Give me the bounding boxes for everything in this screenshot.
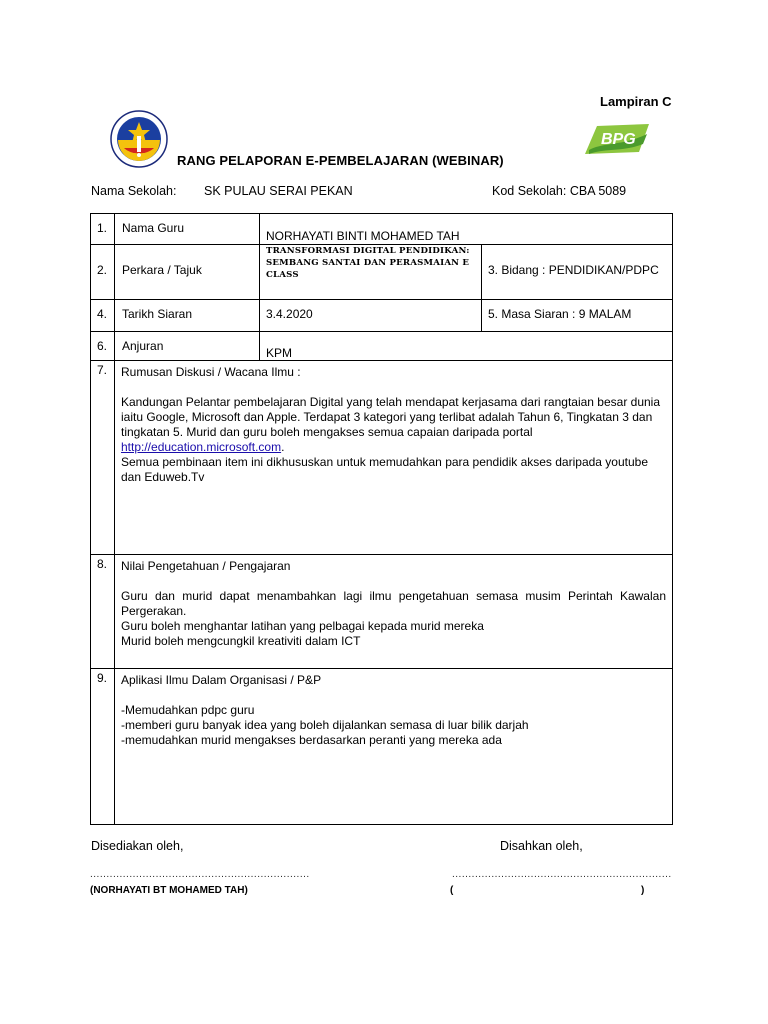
ministry-logo-icon bbox=[110, 110, 168, 168]
signature-line-right: ................................................................... bbox=[452, 869, 672, 880]
row-topic bbox=[91, 245, 673, 300]
bpg-logo-icon bbox=[583, 120, 653, 158]
row-teacher-name bbox=[91, 214, 673, 245]
topic-line: SEMBANG SANTAI DAN PERASMAIAN E bbox=[266, 258, 470, 268]
paragraph: -Memudahkan pdpc guru bbox=[121, 703, 255, 717]
row-number: 8. bbox=[91, 555, 115, 669]
paragraph bbox=[121, 395, 666, 455]
section-heading: Aplikasi Ilmu Dalam Organisasi / P&P bbox=[121, 673, 322, 687]
row-knowledge-value bbox=[91, 555, 673, 669]
school-name-value: SK PULAU SERAI PEKAN bbox=[204, 184, 353, 198]
section-heading: Rumusan Diskusi / Wacana Ilmu : bbox=[121, 365, 301, 379]
signature-line-left: ................................................................... bbox=[90, 869, 310, 880]
teacher-name-value: NORHAYATI BINTI MOHAMED TAH bbox=[260, 214, 673, 245]
row-broadcast-date bbox=[91, 300, 673, 332]
row-number: 6. bbox=[91, 332, 115, 361]
topic-value bbox=[260, 245, 482, 300]
broadcast-date-value: 3.4.2020 bbox=[260, 300, 482, 332]
paragraph: -memberi guru banyak idea yang boleh dijalankan semasa di luar bilik darjah bbox=[121, 718, 529, 732]
row-discussion-summary bbox=[91, 361, 673, 555]
approved-by-label: Disahkan oleh, bbox=[500, 839, 583, 853]
topic-line: CLASS bbox=[266, 270, 299, 280]
row-number: 4. bbox=[91, 300, 115, 332]
link-suffix: . bbox=[281, 440, 285, 454]
row-label: Tarikh Siaran bbox=[115, 300, 260, 332]
prepared-by-name: (NORHAYATI BT MOHAMED TAH) bbox=[90, 885, 248, 896]
knowledge-value-cell bbox=[115, 555, 673, 669]
school-code: Kod Sekolah: CBA 5089 bbox=[492, 184, 627, 198]
row-knowledge-application bbox=[91, 669, 673, 825]
organizer-value: KPM bbox=[260, 332, 673, 361]
row-number: 1. bbox=[91, 214, 115, 245]
row-number: 2. bbox=[91, 245, 115, 300]
paragraph: Semua pembinaan item ini dikhususkan untuk memudahkan para pendidik akses daripada youtube dan Eduweb.Tv bbox=[121, 455, 648, 484]
topic-line: TRANSFORMASI DIGITAL PENDIDIKAN: bbox=[266, 246, 470, 256]
section-heading: Nilai Pengetahuan / Pengajaran bbox=[121, 559, 291, 573]
approved-by-open-paren: ( bbox=[450, 885, 454, 896]
discussion-summary-cell bbox=[115, 361, 673, 555]
portal-link[interactable]: http://education.microsoft.com bbox=[121, 440, 282, 454]
paragraph: -memudahkan murid mengakses berdasarkan peranti yang mereka ada bbox=[121, 733, 502, 747]
field-value: 3. Bidang : PENDIDIKAN/PDPC bbox=[482, 245, 673, 300]
row-label: Anjuran bbox=[115, 332, 260, 361]
paragraph: Murid boleh mengcungkil kreativiti dalam ICT bbox=[121, 634, 361, 648]
report-form-table bbox=[90, 213, 673, 825]
row-label: Nama Guru bbox=[115, 214, 260, 245]
broadcast-time-value: 5. Masa Siaran : 9 MALAM bbox=[482, 300, 673, 332]
prepared-by-label: Disediakan oleh, bbox=[91, 839, 184, 853]
row-number: 9. bbox=[91, 669, 115, 825]
row-organizer bbox=[91, 332, 673, 361]
appendix-label: Lampiran C bbox=[600, 94, 672, 109]
row-number: 7. bbox=[91, 361, 115, 555]
paragraph: Guru boleh menghantar latihan yang pelbagai kepada murid mereka bbox=[121, 619, 484, 633]
bpg-logo-text: BPG bbox=[601, 131, 636, 148]
school-name-label: Nama Sekolah: bbox=[91, 184, 177, 198]
paragraph-text: Kandungan Pelantar pembelajaran Digital yang telah mendapat kerjasama dari rangtaian besar dunia iaitu Google, Microsoft dan Apple. Terdapat 3 kategori yang terlibat adalah Tahun 6, Tingkatan 3 dan tingkatan 5. Murid dan guru boleh mengakses semua capaian daripada portal bbox=[121, 395, 661, 439]
knowledge-application-cell bbox=[115, 669, 673, 825]
row-label: Perkara / Tajuk bbox=[115, 245, 260, 300]
approved-by-close-paren: ) bbox=[641, 885, 645, 896]
paragraph: Guru dan murid dapat menambahkan lagi ilmu pengetahuan semasa musim Perintah Kawalan Pergerakan. bbox=[121, 589, 666, 618]
page-title: RANG PELAPORAN E-PEMBELAJARAN (WEBINAR) bbox=[177, 153, 504, 168]
